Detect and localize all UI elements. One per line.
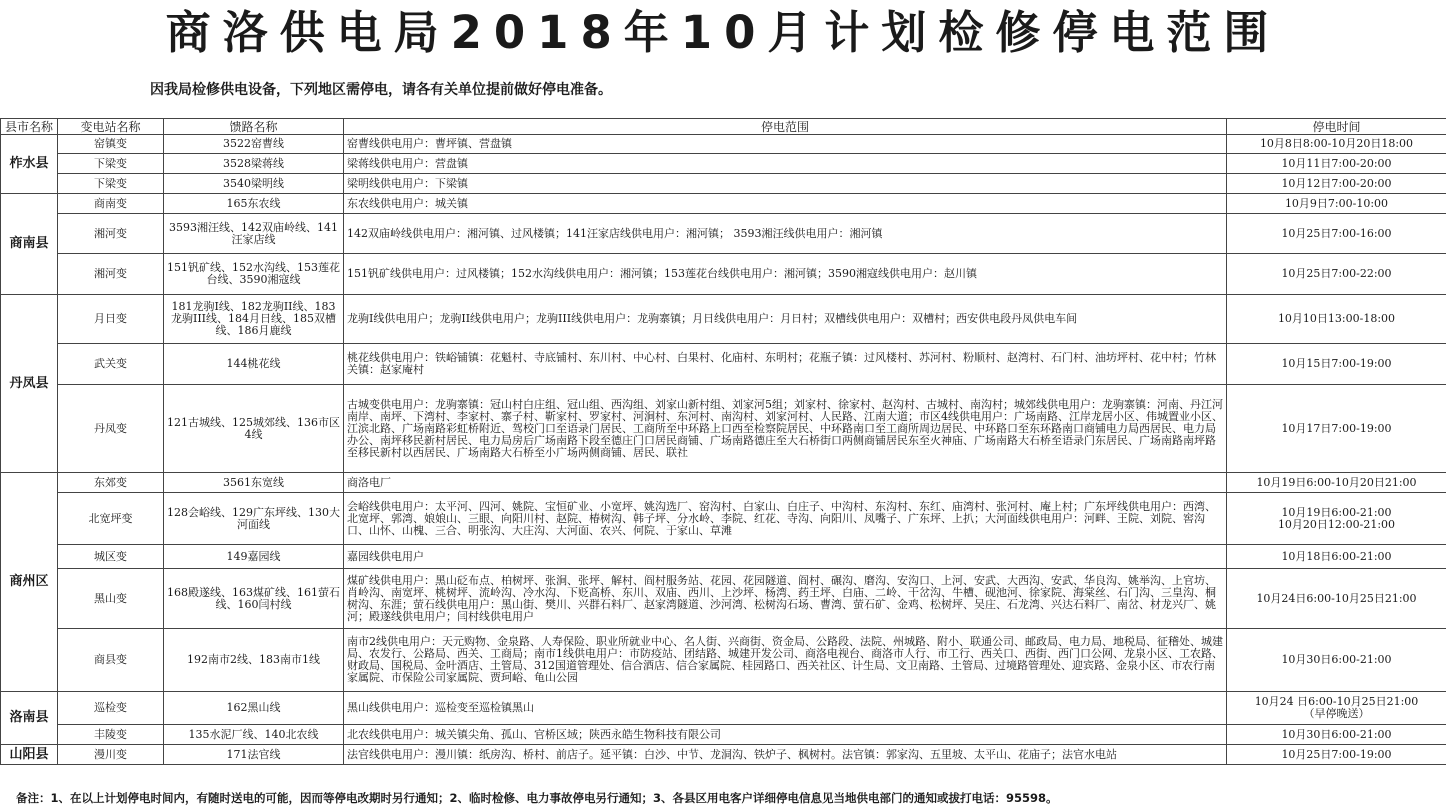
station-name: 商南变 <box>58 194 164 214</box>
feeder-name: 3540梁明线 <box>164 174 344 194</box>
outage-time <box>1227 692 1446 725</box>
outage-range: 151钒矿线供电用户：过风楼镇；152水沟线供电用户：湘河镇；153莲花台线供电用户：湘河镇；3590湘寇线供电用户：赵川镇 <box>344 254 1227 295</box>
feeder-name: 162黑山线 <box>164 692 344 725</box>
outage-time: 10月10日13:00-18:00 <box>1227 295 1446 344</box>
table-row <box>1 569 1446 629</box>
station-name: 湘河变 <box>58 254 164 295</box>
table-row <box>1 629 1446 692</box>
table-row <box>1 295 1446 344</box>
outage-time: 10月25日7:00-22:00 <box>1227 254 1446 295</box>
feeder-name: 3561东宽线 <box>164 473 344 493</box>
feeder-name: 3593湘汪线、142双庙岭线、141汪家店线 <box>164 214 344 254</box>
station-name: 湘河变 <box>58 214 164 254</box>
feeder-name: 171法官线 <box>164 745 344 765</box>
station-name: 丹凤变 <box>58 385 164 473</box>
table-row <box>1 745 1446 765</box>
outage-range: 梁蒋线供电用户：营盘镇 <box>344 154 1227 174</box>
table-header-row <box>1 119 1446 135</box>
outage-time: 10月12日7:00-20:00 <box>1227 174 1446 194</box>
feeder-name: 3522窑曹线 <box>164 135 344 154</box>
outage-range: 桃花线供电用户：铁峪铺镇：花魁村、寺底铺村、东川村、中心村、白果村、化庙村、东明村；花瓶子镇：过风楼村、苏河村、粉顺村、赵湾村、石门村、油坊坪村、花中村；竹林关镇：赵家庵村 <box>344 344 1227 385</box>
outage-range: 会峪线供电用户：太平河、四河、姚院、宝恒矿业、小宽坪、姚沟选厂、窑沟村、白家山、白庄子、中沟村、东沟村、东红、庙湾村、张河村、庵上村；广东坪线供电用户：西湾、北宽坪、郭湾、娘娘山、三眼、向阳川村、赵院、椿树沟、韩子坪、分水岭、李院、红花、寺沟、向阳川、凤嘴子、广东坪、上扒；大河面线供电用户：河畔、王院、刘院、窖沟口、山怀、山槐、三合、明张沟、大庄沟、大河面、农兴、何院、于家山、草滩 <box>344 493 1227 545</box>
station-name: 漫川变 <box>58 745 164 765</box>
county-name: 商州区 <box>1 473 58 692</box>
feeder-name: 144桃花线 <box>164 344 344 385</box>
outage-range: 煤矿线供电用户：黑山砭布点、柏树坪、张涧、张坪、解村、阎村服务站、花园、花园隧道、阎村、碾沟、磨沟、安沟口、上河、安武、大西沟、安武、华良沟、姚举沟、上官坊、肖岭沟、南宽坪、桃树坪、流岭沟、冷水沟、下贬高桥、东川、双庙、西川、上沙坪、杨湾、药王坪、白庙、二岭、干岔沟、牛槽、砚池河、徐家院、海棠丝、石门沟、三皇沟、桐树沟、东涯；萤石线供电用户：黑山街、樊川、兴群石料厂、赵家湾隧道、沙河湾、松树沟石场、曹湾、萤石矿、金鸡、松树坪、吴庄、石龙湾、兴达石料厂、南岔、材龙兴厂、姚河；殿遂线供电用户；闫村线供电用户 <box>344 569 1227 629</box>
outage-time: 10月15日7:00-19:00 <box>1227 344 1446 385</box>
outage-time-line-2: 10月20日12:00-21:00 <box>1277 517 1396 531</box>
table-row <box>1 692 1446 725</box>
table-row <box>1 154 1446 174</box>
station-name: 商县变 <box>58 629 164 692</box>
outage-range: 梁明线供电用户：下梁镇 <box>344 174 1227 194</box>
station-name: 窑镇变 <box>58 135 164 154</box>
county-name: 山阳县 <box>1 745 58 765</box>
outage-time-line-1: 10月19日6:00-21:00 <box>1281 505 1392 519</box>
outage-time-line-1: 10月24 日6:00-10月25日21:00 <box>1254 695 1419 708</box>
table-row <box>1 344 1446 385</box>
outage-time <box>1227 493 1446 545</box>
outage-time: 10月9日7:00-10:00 <box>1227 194 1446 214</box>
table-row <box>1 174 1446 194</box>
table-row <box>1 385 1446 473</box>
county-name: 商南县 <box>1 194 58 295</box>
table-row <box>1 194 1446 214</box>
outage-range: 北农线供电用户：城关镇尖角、孤山、官桥区域；陕西永皓生物科技有限公司 <box>344 725 1227 745</box>
station-name: 东郊变 <box>58 473 164 493</box>
outage-range: 黑山线供电用户：巡检变至巡检镇黑山 <box>344 692 1227 725</box>
station-name: 北宽坪变 <box>58 493 164 545</box>
outage-time: 10月25日7:00-19:00 <box>1227 745 1446 765</box>
header-feeder: 馈路名称 <box>164 119 344 135</box>
feeder-name: 168殿遂线、163煤矿线、161萤石线、160闫村线 <box>164 569 344 629</box>
feeder-name: 151钒矿线、152水沟线、153莲花台线、3590湘寇线 <box>164 254 344 295</box>
footnote: 备注：1、在以上计划停电时间内，有随时送电的可能，因而等停电改期时另行通知；2、临时检修、电力事故停电另行通知；3、各县区用电客户详细停电信息见当地供电部门的通知或拔打电话：95598。 <box>16 791 1058 805</box>
station-name: 巡检变 <box>58 692 164 725</box>
feeder-name: 135水泥厂线、140北农线 <box>164 725 344 745</box>
header-county: 县市名称 <box>1 119 58 135</box>
outage-table <box>0 118 1446 765</box>
outage-time: 10月24日6:00-10月25日21:00 <box>1227 569 1446 629</box>
outage-time: 10月30日6:00-21:00 <box>1227 629 1446 692</box>
feeder-name: 3528梁蒋线 <box>164 154 344 174</box>
outage-range: 龙驹I线供电用户；龙驹II线供电用户；龙驹III线供电用户：龙驹寨镇；月日线供电用户：月日村；双槽线供电用户：双槽村；西安供电段丹凤供电车间 <box>344 295 1227 344</box>
feeder-name: 121古城线、125城郊线、136市区4线 <box>164 385 344 473</box>
intro-text: 因我局检修供电设备，下列地区需停电，请各有关单位提前做好停电准备。 <box>150 82 612 98</box>
station-name: 下梁变 <box>58 154 164 174</box>
outage-time: 10月8日8:00-10月20日18:00 <box>1227 135 1446 154</box>
outage-range: 嘉园线供电用户 <box>344 545 1227 569</box>
outage-time: 10月19日6:00-10月20日21:00 <box>1227 473 1446 493</box>
table-row <box>1 254 1446 295</box>
station-name: 武关变 <box>58 344 164 385</box>
outage-time: 10月17日7:00-19:00 <box>1227 385 1446 473</box>
table-row <box>1 493 1446 545</box>
table-row <box>1 545 1446 569</box>
outage-range: 142双庙岭线供电用户：湘河镇、过风楼镇；141汪家店线供电用户：湘河镇； 3593湘汪线供电用户：湘河镇 <box>344 214 1227 254</box>
table-row <box>1 135 1446 154</box>
feeder-name: 192南市2线、183南市1线 <box>164 629 344 692</box>
station-name: 下梁变 <box>58 174 164 194</box>
outage-time-line-2: （早停晚送） <box>1303 707 1370 720</box>
county-name: 丹凤县 <box>1 295 58 473</box>
outage-time: 10月11日7:00-20:00 <box>1227 154 1446 174</box>
outage-range: 东农线供电用户：城关镇 <box>344 194 1227 214</box>
county-name: 柞水县 <box>1 135 58 194</box>
outage-time: 10月25日7:00-16:00 <box>1227 214 1446 254</box>
county-name: 洛南县 <box>1 692 58 745</box>
table-row <box>1 725 1446 745</box>
outage-time: 10月18日6:00-21:00 <box>1227 545 1446 569</box>
header-station: 变电站名称 <box>58 119 164 135</box>
table-row <box>1 214 1446 254</box>
table-row <box>1 473 1446 493</box>
outage-time: 10月30日6:00-21:00 <box>1227 725 1446 745</box>
station-name: 黑山变 <box>58 569 164 629</box>
feeder-name: 181龙驹I线、182龙驹II线、183龙驹III线、184月日线、185双槽线、186月鹿线 <box>164 295 344 344</box>
outage-range: 法官线供电用户：漫川镇：纸房沟、桥村、前店子。延平镇：白沙、中节、龙洞沟、铁炉子、枫树村。法官镇：郭家沟、五里坡、太平山、花庙子；法官水电站 <box>344 745 1227 765</box>
feeder-name: 128会峪线、129广东坪线、130大河面线 <box>164 493 344 545</box>
header-range: 停电范围 <box>344 119 1227 135</box>
outage-range: 窑曹线供电用户：曹坪镇、营盘镇 <box>344 135 1227 154</box>
outage-range: 南市2线供电用户：天元购物、金泉路、人寿保险、职业所就业中心、名人街、兴商街、资金局、公路段、法院、州城路、附小、联通公司、邮政局、电力局、地税局、征稽处、城建局、农发行、公路局、西关、工商局；南市1线供电用户：市防疫站、团结路、城建开发公司、商洛电视台、商洛市人行、市工行、西关口、西街、西门口公网、龙泉小区、工农路、财政局、国税局、金叶酒店、土管局、312国道管理处、信合酒店、信合家属院、桂园路口、西关社区、计生局、文卫南路、土管局、过境路管理处、迎宾路、金泉小区、市农行南家属院、市保险公司家属院、贾珂峪、龟山公园 <box>344 629 1227 692</box>
outage-range: 古城变供电用户：龙驹寨镇：冠山村白庄组、冠山组、西沟组、刘家山新村组、刘家河5组；刘家村、徐家村、赵沟村、古城村、南沟村；城郊线供电用户：龙驹寨镇：河南、丹江河南岸、南坪、下湾村、李家村、寨子村、靳家村、罗家村、河涧村、东河村、南沟村、刘家河村、人民路、江南大道；市区4线供电用户：广场南路、江岸龙居小区、伟城置业小区、江滨北路、广场南路彩虹桥附近、驾校门口至语录门居民、工商所至中环路上口西至检察院居民、中环路南口至工商所周边居民、中环路口至东环路南口商铺电力局西居民、电力局办公、南坪移民新村居民、电力局房后广场南路下段至德庄门口居民商铺、广场南路德庄至大石桥街口两侧商铺居民东至火神庙、广场南路大石桥至语录门东居民、广场南路南坪路至移民新村以西居民、广场南路大石桥至小广场两侧商铺、居民、联社 <box>344 385 1227 473</box>
station-name: 城区变 <box>58 545 164 569</box>
station-name: 丰陵变 <box>58 725 164 745</box>
header-time: 停电时间 <box>1227 119 1446 135</box>
outage-range: 商洛电厂 <box>344 473 1227 493</box>
station-name: 月日变 <box>58 295 164 344</box>
page-title: 商洛供电局2018年10月计划检修停电范围 <box>165 6 1281 59</box>
feeder-name: 149嘉园线 <box>164 545 344 569</box>
feeder-name: 165东农线 <box>164 194 344 214</box>
